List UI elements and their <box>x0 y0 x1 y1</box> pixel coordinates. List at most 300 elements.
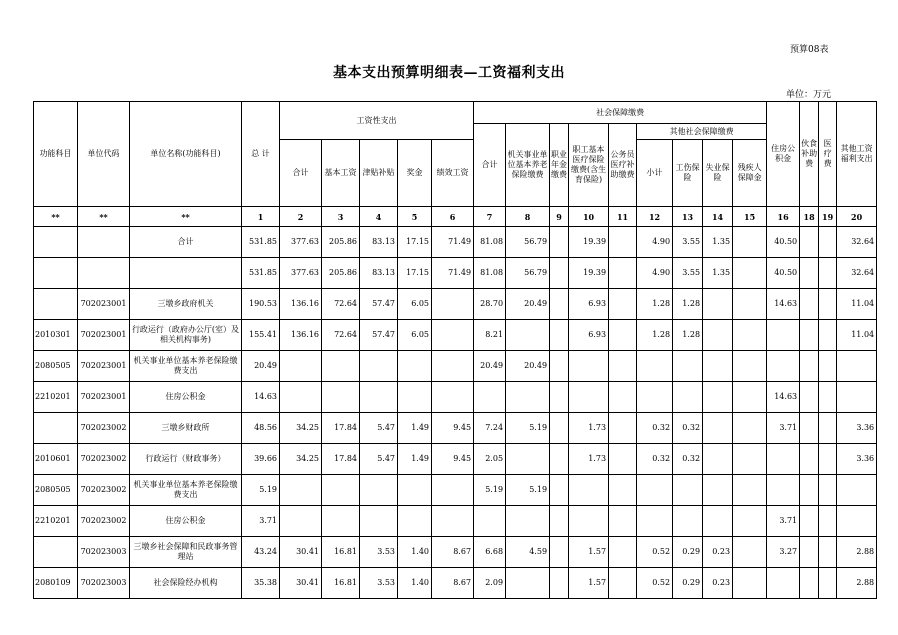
header-housing: 住房公积金 <box>767 102 800 207</box>
func-subject-cell <box>34 537 78 568</box>
value-cell: 30.41 <box>280 537 322 568</box>
table-row <box>34 351 877 382</box>
value-cell <box>837 506 877 537</box>
unit-code-cell: 702023001 <box>78 320 130 351</box>
table-row <box>34 382 877 413</box>
value-cell: 43.24 <box>242 537 280 568</box>
value-cell: 17.84 <box>322 413 360 444</box>
func-subject-cell: 2210201 <box>34 506 78 537</box>
table-row <box>34 568 877 599</box>
unit-code-cell: 702023001 <box>78 289 130 320</box>
index-cell: 14 <box>703 207 733 227</box>
value-cell: 1.35 <box>703 258 733 289</box>
value-cell: 136.16 <box>280 320 322 351</box>
value-cell <box>800 227 819 258</box>
table-row <box>34 227 877 258</box>
value-cell <box>609 258 637 289</box>
value-cell: 9.45 <box>432 413 474 444</box>
index-cell: 9 <box>550 207 569 227</box>
value-cell: 1.57 <box>569 568 609 599</box>
value-cell <box>322 475 360 506</box>
value-cell <box>733 475 767 506</box>
value-cell <box>360 475 398 506</box>
value-cell <box>733 258 767 289</box>
value-cell <box>432 320 474 351</box>
value-cell <box>703 444 733 475</box>
value-cell: 1.28 <box>637 289 673 320</box>
value-cell: 4.90 <box>637 227 673 258</box>
value-cell <box>733 568 767 599</box>
value-cell: 7.24 <box>474 413 506 444</box>
value-cell: 35.38 <box>242 568 280 599</box>
value-cell <box>637 382 673 413</box>
func-subject-cell: 2080109 <box>34 568 78 599</box>
value-cell <box>837 475 877 506</box>
value-cell: 4.90 <box>637 258 673 289</box>
value-cell: 40.50 <box>767 227 800 258</box>
value-cell <box>703 289 733 320</box>
header-injury: 工伤保险 <box>673 140 703 207</box>
header-medical: 职工基本医疗保险缴费(含生育保险) <box>569 124 609 207</box>
value-cell <box>673 475 703 506</box>
value-cell: 5.47 <box>360 444 398 475</box>
index-cell: 16 <box>767 207 800 227</box>
value-cell: 5.19 <box>474 475 506 506</box>
value-cell <box>800 568 819 599</box>
value-cell: 1.28 <box>673 320 703 351</box>
unit-code-cell: 702023002 <box>78 506 130 537</box>
value-cell <box>609 475 637 506</box>
value-cell <box>322 382 360 413</box>
func-subject-cell <box>34 289 78 320</box>
value-cell <box>819 258 837 289</box>
value-cell <box>733 537 767 568</box>
value-cell <box>550 227 569 258</box>
value-cell: 0.23 <box>703 568 733 599</box>
unit-code-cell: 702023002 <box>78 413 130 444</box>
value-cell <box>609 227 637 258</box>
value-cell <box>280 506 322 537</box>
header-disability: 残疾人保障金 <box>733 140 767 207</box>
header-unemployment: 失业保险 <box>703 140 733 207</box>
value-cell: 17.15 <box>398 227 432 258</box>
value-cell: 0.52 <box>637 537 673 568</box>
header-social-group: 社会保障缴费 <box>474 102 767 124</box>
value-cell <box>767 475 800 506</box>
value-cell: 3.71 <box>767 413 800 444</box>
value-cell <box>819 320 837 351</box>
index-cell: 11 <box>609 207 637 227</box>
unit-name-cell: 三墩乡社会保障和民政事务管理站 <box>130 537 242 568</box>
value-cell: 2.05 <box>474 444 506 475</box>
value-cell: 2.88 <box>837 568 877 599</box>
value-cell <box>637 351 673 382</box>
value-cell <box>733 320 767 351</box>
unit-name-cell <box>130 258 242 289</box>
unit-code-cell <box>78 227 130 258</box>
unit-name-cell: 合计 <box>130 227 242 258</box>
value-cell: 0.29 <box>673 537 703 568</box>
value-cell <box>819 444 837 475</box>
value-cell <box>733 506 767 537</box>
value-cell <box>506 444 550 475</box>
value-cell <box>767 568 800 599</box>
value-cell <box>609 320 637 351</box>
page-title: 基本支出预算明细表—工资福利支出 <box>333 65 565 81</box>
value-cell <box>800 506 819 537</box>
value-cell: 40.50 <box>767 258 800 289</box>
value-cell <box>800 382 819 413</box>
value-cell <box>609 289 637 320</box>
value-cell <box>733 227 767 258</box>
value-cell: 3.55 <box>673 258 703 289</box>
value-cell: 1.40 <box>398 568 432 599</box>
value-cell: 19.39 <box>569 258 609 289</box>
value-cell <box>800 258 819 289</box>
value-cell: 9.45 <box>432 444 474 475</box>
value-cell: 1.57 <box>569 537 609 568</box>
value-cell: 155.41 <box>242 320 280 351</box>
func-subject-cell: 2080505 <box>34 475 78 506</box>
value-cell <box>767 351 800 382</box>
value-cell: 6.05 <box>398 320 432 351</box>
value-cell <box>673 506 703 537</box>
index-cell: 12 <box>637 207 673 227</box>
value-cell <box>800 351 819 382</box>
index-cell: 5 <box>398 207 432 227</box>
value-cell <box>280 351 322 382</box>
value-cell: 81.08 <box>474 227 506 258</box>
header-allowance: 津贴补贴 <box>360 140 398 207</box>
index-cell: 2 <box>280 207 322 227</box>
value-cell <box>506 506 550 537</box>
value-cell <box>733 413 767 444</box>
table-row <box>34 289 877 320</box>
value-cell: 1.28 <box>673 289 703 320</box>
value-cell <box>673 382 703 413</box>
index-cell: 3 <box>322 207 360 227</box>
value-cell: 5.19 <box>506 413 550 444</box>
header-pension-org: 机关事业单位基本养老保险缴费 <box>506 124 550 207</box>
table-row <box>34 475 877 506</box>
value-cell: 1.40 <box>398 537 432 568</box>
index-row <box>34 207 877 227</box>
value-cell <box>819 568 837 599</box>
value-cell: 48.56 <box>242 413 280 444</box>
value-cell: 11.04 <box>837 289 877 320</box>
value-cell <box>280 475 322 506</box>
func-subject-cell: 2080505 <box>34 351 78 382</box>
index-cell: 18 <box>800 207 819 227</box>
value-cell: 1.49 <box>398 413 432 444</box>
value-cell: 56.79 <box>506 258 550 289</box>
value-cell <box>609 351 637 382</box>
value-cell <box>733 289 767 320</box>
value-cell: 3.53 <box>360 537 398 568</box>
value-cell <box>703 382 733 413</box>
index-cell: 15 <box>733 207 767 227</box>
value-cell <box>550 475 569 506</box>
table-row <box>34 506 877 537</box>
value-cell: 32.64 <box>837 258 877 289</box>
value-cell <box>637 506 673 537</box>
value-cell <box>819 413 837 444</box>
value-cell: 5.19 <box>506 475 550 506</box>
value-cell <box>432 506 474 537</box>
value-cell <box>837 382 877 413</box>
index-cell: 13 <box>673 207 703 227</box>
unit-code-cell: 702023003 <box>78 568 130 599</box>
value-cell <box>819 382 837 413</box>
unit-code-cell <box>78 258 130 289</box>
value-cell: 205.86 <box>322 227 360 258</box>
index-cell: 8 <box>506 207 550 227</box>
value-cell <box>609 413 637 444</box>
value-cell <box>819 351 837 382</box>
value-cell <box>550 413 569 444</box>
value-cell: 1.73 <box>569 444 609 475</box>
value-cell: 30.41 <box>280 568 322 599</box>
value-cell: 20.49 <box>506 289 550 320</box>
value-cell: 39.66 <box>242 444 280 475</box>
value-cell <box>432 475 474 506</box>
value-cell <box>280 382 322 413</box>
value-cell: 5.19 <box>242 475 280 506</box>
table-row <box>34 537 877 568</box>
value-cell <box>819 506 837 537</box>
value-cell: 3.71 <box>767 506 800 537</box>
table-row <box>34 444 877 475</box>
value-cell <box>767 320 800 351</box>
value-cell: 16.81 <box>322 537 360 568</box>
value-cell <box>800 320 819 351</box>
value-cell: 34.25 <box>280 444 322 475</box>
header-annuity: 职业年金缴费 <box>550 124 569 207</box>
value-cell: 16.81 <box>322 568 360 599</box>
value-cell: 71.49 <box>432 227 474 258</box>
index-cell: 10 <box>569 207 609 227</box>
value-cell <box>550 537 569 568</box>
value-cell <box>800 413 819 444</box>
value-cell <box>550 351 569 382</box>
value-cell: 2.88 <box>837 537 877 568</box>
unit-code-cell: 702023003 <box>78 537 130 568</box>
value-cell <box>819 537 837 568</box>
value-cell <box>506 382 550 413</box>
value-cell <box>432 382 474 413</box>
unit-code-cell: 702023002 <box>78 475 130 506</box>
value-cell <box>733 351 767 382</box>
unit-name-cell: 三墩乡财政所 <box>130 413 242 444</box>
value-cell <box>474 382 506 413</box>
value-cell <box>550 568 569 599</box>
value-cell <box>800 444 819 475</box>
value-cell: 32.64 <box>837 227 877 258</box>
value-cell: 17.15 <box>398 258 432 289</box>
value-cell <box>398 475 432 506</box>
value-cell: 377.63 <box>280 258 322 289</box>
value-cell <box>837 351 877 382</box>
value-cell: 3.53 <box>360 568 398 599</box>
value-cell: 34.25 <box>280 413 322 444</box>
value-cell: 11.04 <box>837 320 877 351</box>
value-cell: 6.93 <box>569 289 609 320</box>
unit-name-cell: 机关事业单位基本养老保险缴费支出 <box>130 351 242 382</box>
unit-name-cell: 行政运行（财政事务） <box>130 444 242 475</box>
value-cell: 0.23 <box>703 537 733 568</box>
value-cell <box>322 506 360 537</box>
value-cell <box>506 320 550 351</box>
value-cell: 72.64 <box>322 289 360 320</box>
value-cell: 8.67 <box>432 568 474 599</box>
value-cell: 0.32 <box>673 444 703 475</box>
value-cell: 56.79 <box>506 227 550 258</box>
value-cell <box>398 351 432 382</box>
unit-label: 单位：万元 <box>786 90 832 100</box>
table-row <box>34 258 877 289</box>
func-subject-cell: 2010601 <box>34 444 78 475</box>
value-cell: 0.52 <box>637 568 673 599</box>
unit-code-cell: 702023001 <box>78 382 130 413</box>
value-cell: 377.63 <box>280 227 322 258</box>
header-salary-total: 合计 <box>280 140 322 207</box>
value-cell <box>569 351 609 382</box>
header-med-fee: 医疗费 <box>819 102 837 207</box>
header-salary-group: 工资性支出 <box>280 102 474 140</box>
unit-name-cell: 住房公积金 <box>130 506 242 537</box>
value-cell <box>322 351 360 382</box>
unit-name-cell: 社会保险经办机构 <box>130 568 242 599</box>
value-cell: 205.86 <box>322 258 360 289</box>
header-func-subject: 功能科目 <box>34 102 78 207</box>
header-bonus: 奖金 <box>398 140 432 207</box>
value-cell: 20.49 <box>474 351 506 382</box>
value-cell <box>432 351 474 382</box>
header-social-total: 合计 <box>474 124 506 207</box>
value-cell: 14.63 <box>767 382 800 413</box>
value-cell: 57.47 <box>360 289 398 320</box>
value-cell <box>432 289 474 320</box>
value-cell: 1.73 <box>569 413 609 444</box>
unit-code-cell: 702023002 <box>78 444 130 475</box>
value-cell: 0.32 <box>673 413 703 444</box>
value-cell <box>609 444 637 475</box>
index-cell: ** <box>78 207 130 227</box>
table-row <box>34 413 877 444</box>
value-cell: 72.64 <box>322 320 360 351</box>
func-subject-cell: 2210201 <box>34 382 78 413</box>
value-cell: 136.16 <box>280 289 322 320</box>
header-meal: 伙食补助费 <box>800 102 819 207</box>
header-unit-code: 单位代码 <box>78 102 130 207</box>
value-cell <box>506 568 550 599</box>
func-subject-cell <box>34 258 78 289</box>
value-cell <box>703 320 733 351</box>
index-cell: ** <box>34 207 78 227</box>
value-cell: 17.84 <box>322 444 360 475</box>
value-cell <box>767 444 800 475</box>
value-cell <box>360 506 398 537</box>
index-cell: 19 <box>819 207 837 227</box>
value-cell <box>703 475 733 506</box>
value-cell <box>550 289 569 320</box>
value-cell: 14.63 <box>767 289 800 320</box>
value-cell: 531.85 <box>242 258 280 289</box>
value-cell <box>703 506 733 537</box>
value-cell: 0.32 <box>637 444 673 475</box>
value-cell: 6.05 <box>398 289 432 320</box>
header-other-welfare: 其他工资福利支出 <box>837 102 877 207</box>
func-subject-cell <box>34 413 78 444</box>
value-cell <box>673 351 703 382</box>
index-cell: 7 <box>474 207 506 227</box>
value-cell <box>398 382 432 413</box>
value-cell <box>819 475 837 506</box>
value-cell <box>550 506 569 537</box>
header-performance: 绩效工资 <box>432 140 474 207</box>
value-cell <box>609 537 637 568</box>
form-number: 预算08表 <box>790 45 829 55</box>
value-cell: 3.36 <box>837 444 877 475</box>
header-other-social-group: 其他社会保障缴费 <box>637 124 767 140</box>
value-cell: 3.27 <box>767 537 800 568</box>
value-cell <box>569 382 609 413</box>
value-cell: 71.49 <box>432 258 474 289</box>
unit-name-cell: 住房公积金 <box>130 382 242 413</box>
value-cell <box>800 289 819 320</box>
value-cell <box>703 413 733 444</box>
value-cell <box>550 382 569 413</box>
header-basic-salary: 基本工资 <box>322 140 360 207</box>
value-cell <box>569 475 609 506</box>
value-cell <box>703 351 733 382</box>
value-cell: 1.49 <box>398 444 432 475</box>
value-cell: 83.13 <box>360 227 398 258</box>
value-cell <box>609 382 637 413</box>
value-cell <box>550 444 569 475</box>
value-cell <box>398 506 432 537</box>
value-cell: 81.08 <box>474 258 506 289</box>
value-cell: 531.85 <box>242 227 280 258</box>
value-cell <box>800 537 819 568</box>
header-unit-name: 单位名称(功能科目) <box>130 102 242 207</box>
header-total: 总 计 <box>242 102 280 207</box>
value-cell: 3.55 <box>673 227 703 258</box>
value-cell <box>550 258 569 289</box>
unit-code-cell: 702023001 <box>78 351 130 382</box>
value-cell: 0.29 <box>673 568 703 599</box>
value-cell <box>360 382 398 413</box>
value-cell: 4.59 <box>506 537 550 568</box>
index-cell: ** <box>130 207 242 227</box>
value-cell <box>637 475 673 506</box>
value-cell <box>609 506 637 537</box>
value-cell: 20.49 <box>242 351 280 382</box>
value-cell <box>819 289 837 320</box>
value-cell: 0.32 <box>637 413 673 444</box>
unit-name-cell: 三墩乡政府机关 <box>130 289 242 320</box>
table-row <box>34 320 877 351</box>
value-cell <box>360 351 398 382</box>
value-cell <box>819 227 837 258</box>
value-cell: 6.68 <box>474 537 506 568</box>
value-cell: 28.70 <box>474 289 506 320</box>
index-cell: 4 <box>360 207 398 227</box>
value-cell <box>569 506 609 537</box>
value-cell: 19.39 <box>569 227 609 258</box>
value-cell: 2.09 <box>474 568 506 599</box>
value-cell: 57.47 <box>360 320 398 351</box>
